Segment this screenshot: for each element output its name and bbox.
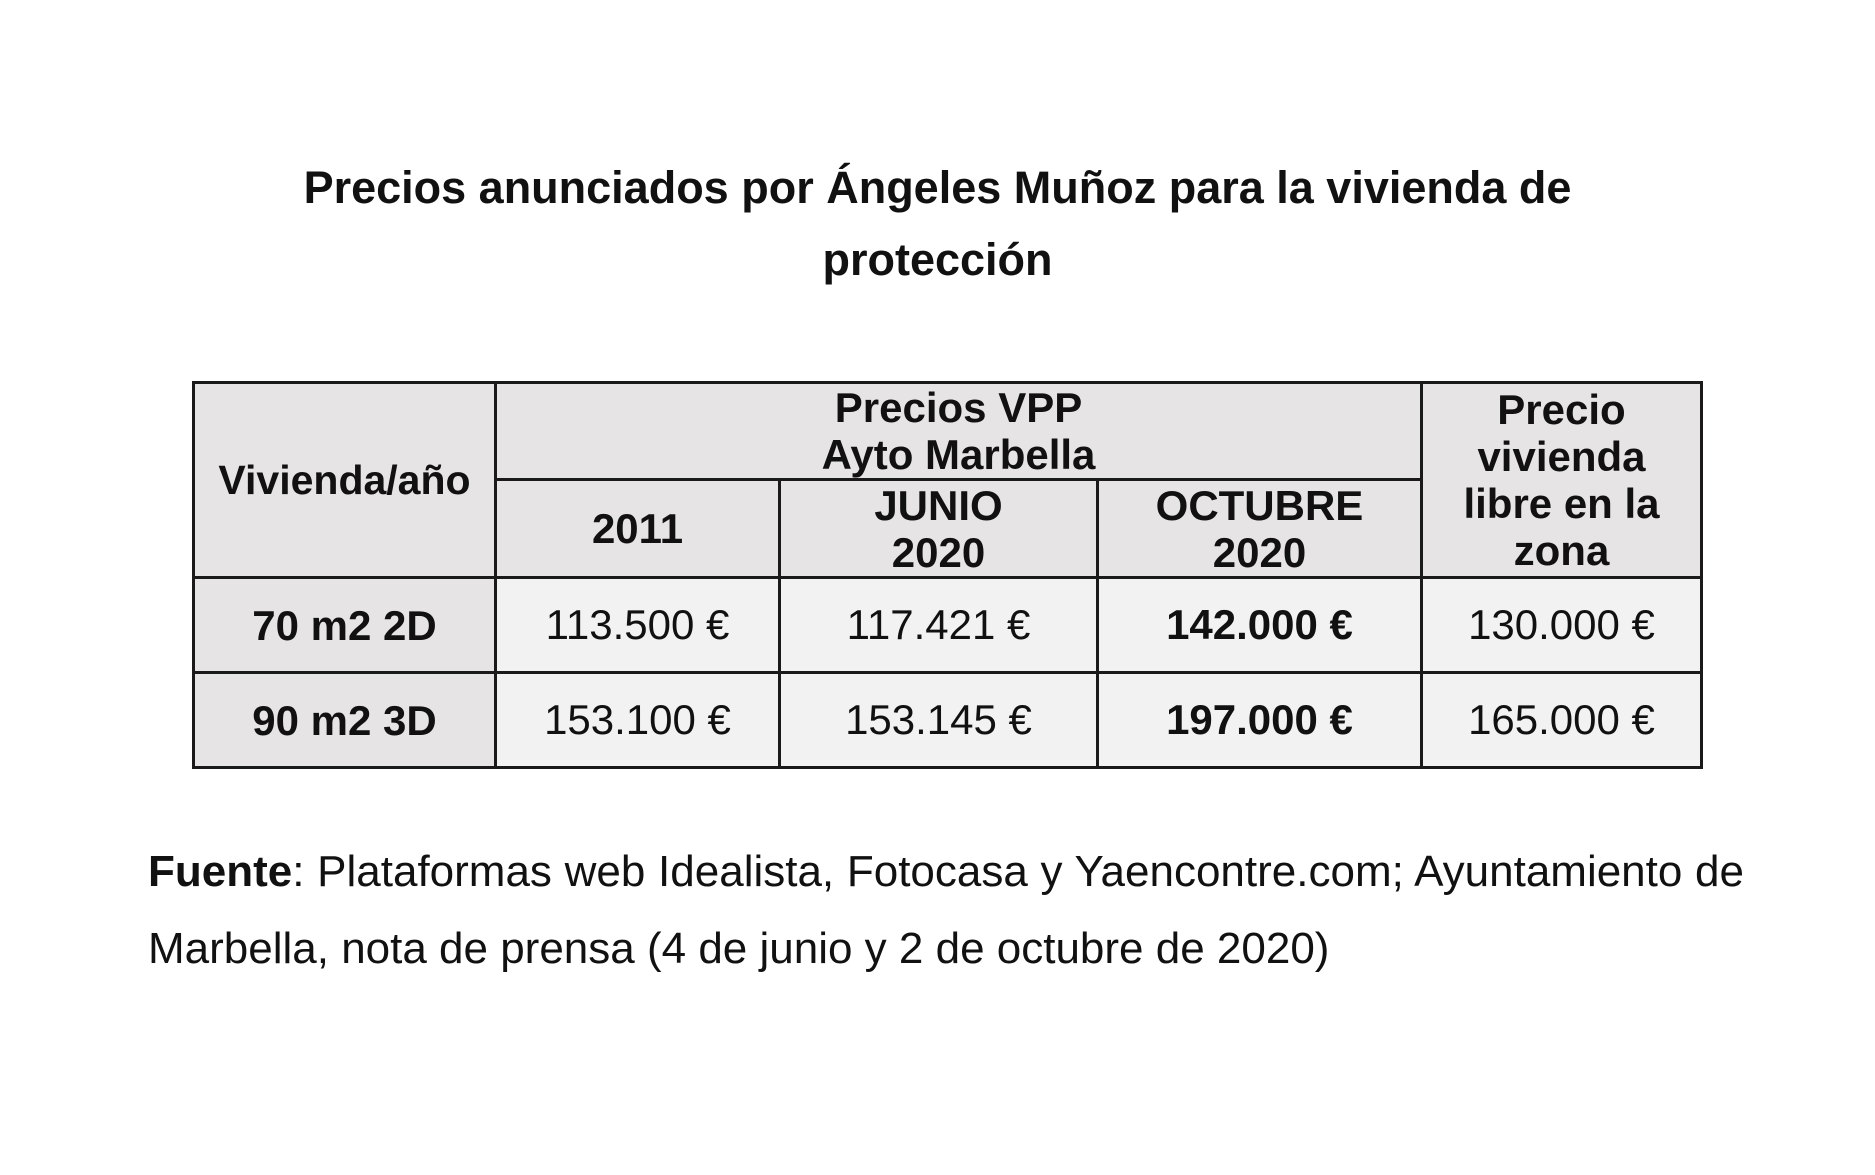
- document-title: [0, 152, 1875, 296]
- header-precio-libre-line-1: Precio: [1497, 386, 1626, 433]
- table-row: [194, 578, 1702, 673]
- header-vivienda-ano: Vivienda/año: [194, 383, 496, 578]
- cell-precio-libre: 130.000 €: [1422, 578, 1702, 673]
- prices-table: [192, 381, 1703, 769]
- table-header-row: [194, 383, 1702, 480]
- source-text: : Plataformas web Idealista, Fotocasa y Yaencontre.com; Ayuntamiento de Marbella, nota de prensa (4 de junio y 2 de octubre de 2020): [148, 847, 1744, 973]
- row-label: 90 m2 3D: [194, 673, 496, 768]
- cell-2011: 153.100 €: [496, 673, 780, 768]
- header-precio-libre-line-2: vivienda: [1477, 433, 1646, 480]
- cell-precio-libre: 165.000 €: [1422, 673, 1702, 768]
- header-precios-vpp-line-2: Ayto Marbella: [821, 431, 1096, 478]
- header-junio-line-1: JUNIO: [874, 481, 1003, 529]
- title-line-2: protección: [822, 234, 1053, 285]
- cell-junio-2020: 153.145 €: [780, 673, 1098, 768]
- source-label: Fuente: [148, 847, 293, 896]
- cell-octubre-2020: 142.000 €: [1098, 578, 1422, 673]
- cell-2011: 113.500 €: [496, 578, 780, 673]
- header-junio-line-2: 2020: [891, 528, 986, 576]
- header-precio-libre: [1422, 383, 1702, 578]
- source-note: [148, 833, 1744, 987]
- title-line-1: Precios anunciados por Ángeles Muñoz para la vivienda de: [303, 162, 1572, 213]
- cell-octubre-2020: 197.000 €: [1098, 673, 1422, 768]
- header-octubre-line-2: 2020: [1212, 528, 1307, 576]
- cell-junio-2020: 117.421 €: [780, 578, 1098, 673]
- header-precio-libre-line-3: libre en la: [1463, 480, 1660, 527]
- header-octubre-line-1: OCTUBRE: [1155, 481, 1364, 529]
- header-precios-vpp: [496, 383, 1422, 480]
- header-precios-vpp-line-1: Precios VPP: [834, 384, 1083, 431]
- header-octubre-2020: [1098, 480, 1422, 578]
- table-row: [194, 673, 1702, 768]
- row-label: 70 m2 2D: [194, 578, 496, 673]
- header-precio-libre-line-4: zona: [1513, 527, 1610, 574]
- header-junio-2020: [780, 480, 1098, 578]
- header-2011: 2011: [496, 480, 780, 578]
